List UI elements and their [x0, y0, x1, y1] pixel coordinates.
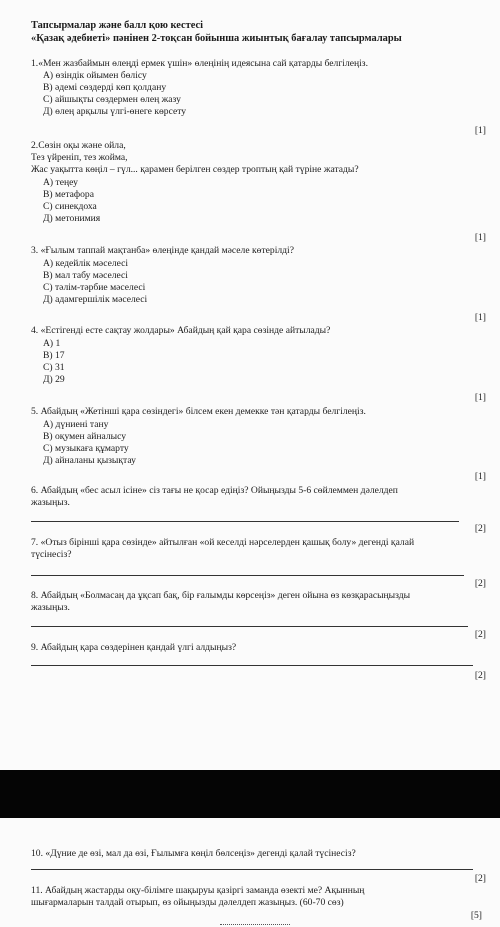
question-9-mark: [2]: [474, 670, 486, 681]
question-2-option-c: С) синекдоха: [43, 201, 97, 212]
question-4-mark: [1]: [474, 392, 486, 403]
question-2-option-b: В) метафора: [43, 189, 94, 200]
question-11-answer-line[interactable]: [220, 924, 290, 925]
question-6-text-line-2: жазыңыз.: [31, 497, 70, 508]
question-8-mark: [2]: [474, 629, 486, 640]
question-3-option-a: А) кедейлік мәселесі: [43, 258, 129, 269]
header-subtitle: «Қазақ әдебиеті» пәнінен 2-тоқсан бойынша жиынтық бағалау тапсырмалары: [31, 33, 402, 44]
question-5-option-b: В) оқумен айналысу: [43, 431, 127, 442]
worksheet-page-2: [0, 818, 500, 927]
question-4-option-d: Д) 29: [43, 374, 65, 385]
question-2-option-d: Д) метонимия: [43, 213, 101, 224]
question-10-text: 10. «Дүние де өзі, мал да өзі, Ғылымға көңіл бөлсеңіз» дегенді қалай түсінесіз?: [31, 848, 356, 859]
question-5-option-d: Д) айналаны қызықтау: [43, 455, 136, 466]
question-11-mark: [5]: [470, 910, 482, 921]
question-8-answer-line[interactable]: [31, 626, 468, 627]
question-2-option-a: А) теңеу: [43, 177, 78, 188]
question-9-answer-line[interactable]: [31, 665, 473, 666]
question-6-text-line-1: 6. Абайдың «бес асыл ісіне» сіз тағы не қосар едіңіз? Ойыңызды 5-6 сөйлеммен дәлелдеп: [31, 485, 398, 496]
question-1-option-a: А) өзіндік ойымен бөлісу: [43, 70, 147, 81]
question-7-answer-line[interactable]: [31, 575, 464, 576]
question-7-text-line-1: 7. «Отыз бірінші қара сөзінде» айтылған «ой кеселді нәрселерден қашық болу» дегенді қалай: [31, 537, 415, 548]
question-5-mark: [1]: [474, 471, 486, 482]
question-4-text: 4. «Естігенді есте сақтау жолдары» Абайдың қай қара сөзінде айтылады?: [31, 325, 331, 336]
question-1-option-c: С) айшықты сөздермен өлең жазу: [43, 94, 181, 105]
question-11-text-line-1: 11. Абайдың жастарды оқу-білімге шақыруы қазіргі заманда өзекті ме? Ақынның: [31, 885, 365, 896]
question-3-text: 3. «Ғылым таппай мақтанба» өлеңінде қандай мәселе көтерілді?: [31, 245, 294, 256]
question-4-option-b: В) 17: [43, 350, 65, 361]
question-5-option-c: С) музыкаға құмарту: [43, 443, 129, 454]
question-6-answer-line[interactable]: [31, 521, 459, 522]
header-title: Тапсырмалар және балл қою кестесі: [31, 20, 203, 31]
question-1-text: 1.«Мен жазбаймын өлеңді ермек үшін» өлеңінің идеясына сай қатарды белгілеңіз.: [31, 58, 368, 69]
question-7-mark: [2]: [474, 578, 486, 589]
question-11-text-line-2: шығармаларын талдай отырып, өз ойыңызды дәлелдеп жазыңыз. (60-70 сөз): [31, 897, 344, 908]
question-6-mark: [2]: [474, 523, 486, 534]
question-9-text: 9. Абайдың қара сөздерінен қандай үлгі алдыңыз?: [31, 642, 237, 653]
question-5-option-a: А) дүниені тану: [43, 419, 109, 430]
question-3-option-b: В) мал табу мәселесі: [43, 270, 128, 281]
question-5-text: 5. Абайдың «Жетінші қара сөзіндегі» білсем екен демекке тән қатарды белгілеңіз.: [31, 406, 366, 417]
question-2-mark: [1]: [474, 232, 486, 243]
question-8-text-line-1: 8. Абайдың «Болмасаң да ұқсап бақ, бір ғалымды көрсеңіз» деген ойына өз көзқарасыңызды: [31, 590, 411, 601]
question-2-text-line-2: Тез үйреніп, тез жойма,: [31, 152, 128, 163]
question-8-text-line-2: жазыңыз.: [31, 602, 70, 613]
question-2-text-line-3: Жас уақытта көңіл – гүл... қарамен берілген сөздер троптың қай түріне жатады?: [31, 164, 359, 175]
question-10-answer-line[interactable]: [31, 869, 473, 870]
question-10-mark: [2]: [474, 873, 486, 884]
question-4-option-a: А) 1: [43, 338, 61, 349]
question-4-option-c: С) 31: [43, 362, 65, 373]
question-3-mark: [1]: [474, 312, 486, 323]
question-3-option-d: Д) адамгершілік мәселесі: [43, 294, 148, 305]
page-separator: [0, 770, 500, 818]
question-1-option-d: Д) өлең арқылы үлгі-өнеге көрсету: [43, 106, 187, 117]
question-1-option-b: В) әдемі сөздерді көп қолдану: [43, 82, 167, 93]
question-2-text-line-1: 2.Сөзін оқы және ойла,: [31, 140, 126, 151]
question-3-option-c: С) тәлім-тәрбие мәселесі: [43, 282, 146, 293]
question-7-text-line-2: түсінесіз?: [31, 549, 72, 560]
question-1-mark: [1]: [474, 125, 486, 136]
